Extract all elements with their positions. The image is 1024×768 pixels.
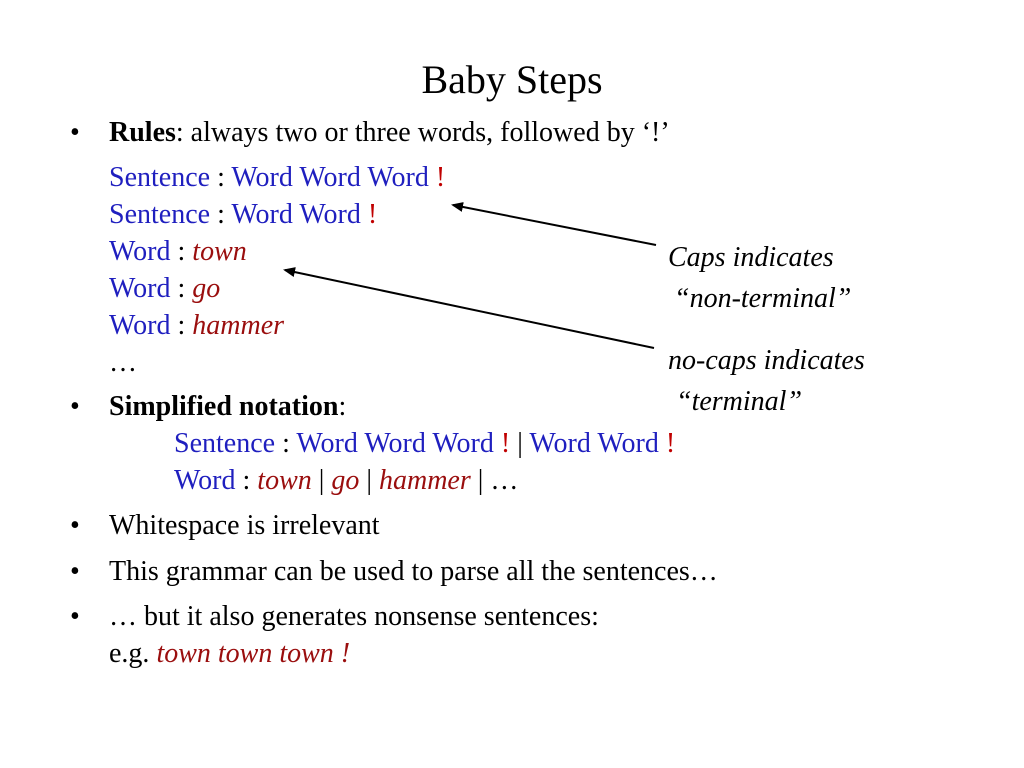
- bullet-marker: •: [70, 117, 80, 148]
- colon: :: [210, 199, 232, 230]
- simplified-colon: :: [338, 391, 347, 422]
- alternation-bar: |: [311, 465, 332, 496]
- nonterminal: Word: [109, 310, 171, 341]
- bullet-parse: This grammar can be used to parse all the sentences…: [109, 556, 718, 587]
- alternation-bar: |: [359, 465, 379, 496]
- rhs-words: Word Word Word: [296, 428, 494, 459]
- colon: :: [275, 428, 297, 459]
- colon: :: [210, 162, 232, 193]
- rhs-words: Word Word Word: [231, 162, 429, 193]
- nonterminal: Word: [109, 273, 171, 304]
- nonterminal: Sentence: [109, 162, 211, 193]
- simplified-label: Simplified notation: [109, 391, 339, 422]
- colon: :: [170, 236, 193, 267]
- terminal: town: [192, 236, 247, 267]
- arrow-to-terminal: [285, 270, 654, 348]
- nonterminal: Word: [174, 465, 236, 496]
- alternation-tail: | …: [470, 465, 519, 496]
- bullet-marker: •: [70, 510, 80, 541]
- simplified-line-1: [174, 426, 675, 462]
- nonterminal: Sentence: [174, 428, 276, 459]
- alternation-bar: |: [510, 428, 530, 459]
- bang: !: [367, 199, 378, 230]
- rhs-words: Word Word: [529, 428, 659, 459]
- colon: :: [170, 310, 193, 341]
- rule-line-5: [109, 308, 284, 344]
- note-caps-line-1: Caps indicates: [668, 242, 834, 273]
- rule-ellipsis: …: [109, 347, 137, 378]
- note-caps-line-2: “non-terminal”: [674, 283, 852, 314]
- bullet-nonsense: … but it also generates nonsense sentences:: [109, 601, 599, 632]
- bang: !: [500, 428, 511, 459]
- nonterminal: Sentence: [109, 199, 211, 230]
- terminal: town: [257, 465, 312, 496]
- rhs-words: Word Word: [231, 199, 361, 230]
- slide-title: Baby Steps: [421, 57, 603, 102]
- note-nocaps-line-1: no-caps indicates: [668, 345, 865, 376]
- terminal: hammer: [378, 465, 471, 496]
- colon: :: [235, 465, 258, 496]
- colon: :: [170, 273, 193, 304]
- rule-line-1: [109, 160, 445, 196]
- example-terminal: town town town !: [156, 638, 351, 669]
- rules-text: : always two or three words, followed by ‘!’: [175, 117, 670, 148]
- rule-line-2: [109, 197, 377, 233]
- terminal: hammer: [192, 310, 285, 341]
- rule-line-3: [109, 234, 247, 270]
- arrow-to-nonterminal: [453, 205, 656, 245]
- rules-bullet: [109, 115, 670, 151]
- terminal: go: [192, 273, 221, 304]
- terminal: go: [331, 465, 360, 496]
- bang: !: [435, 162, 446, 193]
- bang: !: [665, 428, 676, 459]
- rule-line-4: [109, 271, 220, 307]
- bullet-marker: •: [70, 391, 80, 422]
- nonterminal: Word: [109, 236, 171, 267]
- example-line: [109, 636, 350, 672]
- example-prefix: e.g.: [109, 638, 157, 669]
- simplified-bullet: [109, 389, 346, 425]
- bullet-whitespace: Whitespace is irrelevant: [109, 510, 380, 541]
- note-nocaps-line-2: “terminal”: [676, 386, 803, 417]
- simplified-line-2: [174, 463, 518, 499]
- rules-label: Rules: [109, 117, 176, 148]
- bullet-marker: •: [70, 556, 80, 587]
- bullet-marker: •: [70, 601, 80, 632]
